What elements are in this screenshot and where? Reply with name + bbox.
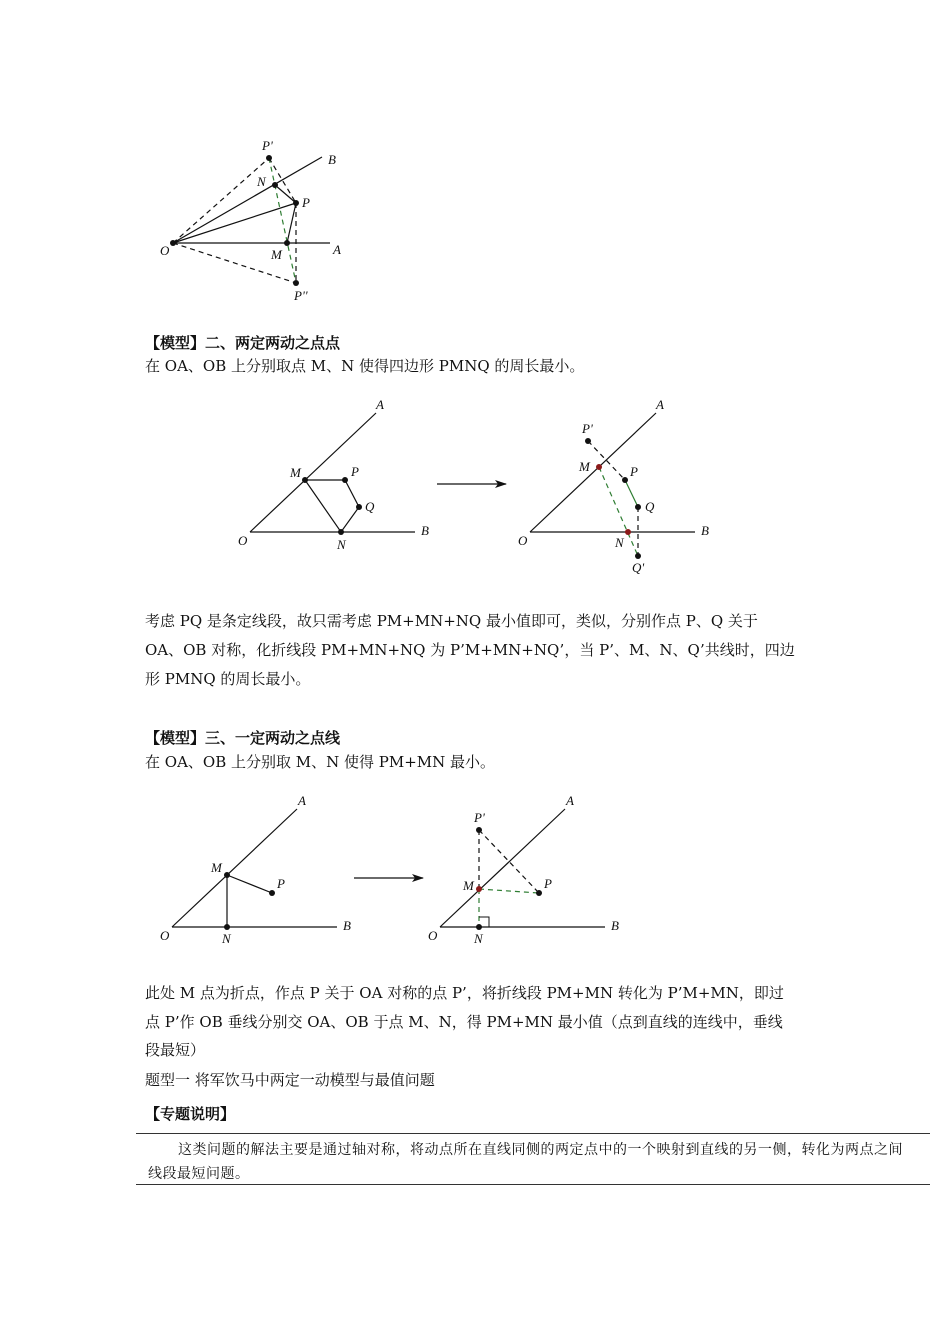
fig4-label-a: A bbox=[298, 793, 306, 808]
model3-explanation-line-1: 此处 M 点为折点，作点 P 关于 OA 对称的点 P’，将折线段 PM+MN 转化为 P’M+MN，即过 bbox=[145, 984, 784, 1002]
fig3-label-p: P bbox=[630, 464, 638, 479]
model2-explanation-line-1: 考虑 PQ 是条定线段，故只需考虑 PM+MN+NQ 最小值即可，类似，分别作点 P、Q 关于 bbox=[145, 612, 758, 630]
question-type-heading: 题型一 将军饮马中两定一动模型与最值问题 bbox=[145, 1071, 435, 1089]
model3-explanation-line-2: 点 P’作 OB 垂线分别交 OA、OB 于点 M、N，得 PM+MN 最小值（点到直线的连线中，垂线 bbox=[145, 1013, 783, 1031]
fig3-label-a: A bbox=[656, 397, 664, 412]
fig1-label-b: B bbox=[328, 152, 336, 167]
fig3-label-q-prime: Q' bbox=[632, 560, 645, 575]
fig4-label-p: P bbox=[277, 876, 285, 891]
fig2-label-a: A bbox=[376, 397, 384, 412]
fig1-label-p: P bbox=[302, 195, 310, 210]
fig5-label-m: M bbox=[463, 878, 474, 893]
fig2-label-b: B bbox=[421, 523, 429, 538]
topic-note-text: 这类问题的解法主要是通过轴对称，将动点所在直线同侧的两定点中的一个映射到直线的另一侧，转化为两点之间线段最短问题。 bbox=[148, 1142, 903, 1182]
fig2-label-q: Q bbox=[365, 499, 375, 514]
fig3-label-m: M bbox=[579, 459, 590, 474]
fig1-label-a: A bbox=[333, 242, 341, 257]
model2-explanation-line-3: 形 PMNQ 的周长最小。 bbox=[145, 670, 311, 688]
fig2-label-p: P bbox=[351, 464, 359, 479]
fig4-label-n: N bbox=[222, 931, 231, 946]
model2-statement: 在 OA、OB 上分别取点 M、N 使得四边形 PMNQ 的周长最小。 bbox=[145, 357, 585, 375]
fig2-label-o: O bbox=[238, 533, 248, 548]
fig3-label-b: B bbox=[701, 523, 709, 538]
figure-2 bbox=[250, 413, 415, 532]
fig5-label-a: A bbox=[566, 793, 574, 808]
fig1-label-p-double-prime: P'' bbox=[294, 288, 308, 303]
fig1-label-n: N bbox=[257, 174, 266, 189]
figure-3 bbox=[530, 413, 695, 556]
fig1-label-o: O bbox=[160, 243, 170, 258]
model3-heading: 【模型】三、一定两动之点线 bbox=[145, 729, 341, 747]
topic-note-box bbox=[136, 1133, 930, 1185]
fig5-label-p: P bbox=[544, 876, 552, 891]
fig3-label-q: Q bbox=[645, 499, 655, 514]
fig3-label-p-prime: P' bbox=[582, 421, 593, 436]
fig1-label-p-prime: P' bbox=[262, 138, 273, 153]
fig5-label-p-prime: P' bbox=[474, 810, 485, 825]
fig2-label-m: M bbox=[290, 465, 301, 480]
fig4-label-o: O bbox=[160, 928, 170, 943]
fig5-label-b: B bbox=[611, 918, 619, 933]
model2-heading: 【模型】二、两定两动之点点 bbox=[145, 334, 341, 352]
fig4-label-m: M bbox=[211, 860, 222, 875]
fig5-label-n: N bbox=[474, 931, 483, 946]
model2-explanation-line-2: OA、OB 对称，化折线段 PM+MN+NQ 为 P’M+MN+NQ’，当 P’、M、N、Q’共线时，四边 bbox=[145, 641, 795, 659]
fig4-label-b: B bbox=[343, 918, 351, 933]
fig3-label-n: N bbox=[615, 535, 624, 550]
figure-4 bbox=[172, 809, 337, 927]
fig2-label-n: N bbox=[337, 537, 346, 552]
fig3-label-o: O bbox=[518, 533, 528, 548]
model3-statement: 在 OA、OB 上分别取 M、N 使得 PM+MN 最小。 bbox=[145, 753, 496, 771]
fig1-label-m: M bbox=[271, 247, 282, 262]
topic-heading: 【专题说明】 bbox=[145, 1105, 236, 1123]
model3-explanation-line-3: 段最短） bbox=[145, 1041, 206, 1059]
fig5-label-o: O bbox=[428, 928, 438, 943]
figure-5 bbox=[440, 809, 605, 927]
figure-1 bbox=[173, 157, 330, 283]
